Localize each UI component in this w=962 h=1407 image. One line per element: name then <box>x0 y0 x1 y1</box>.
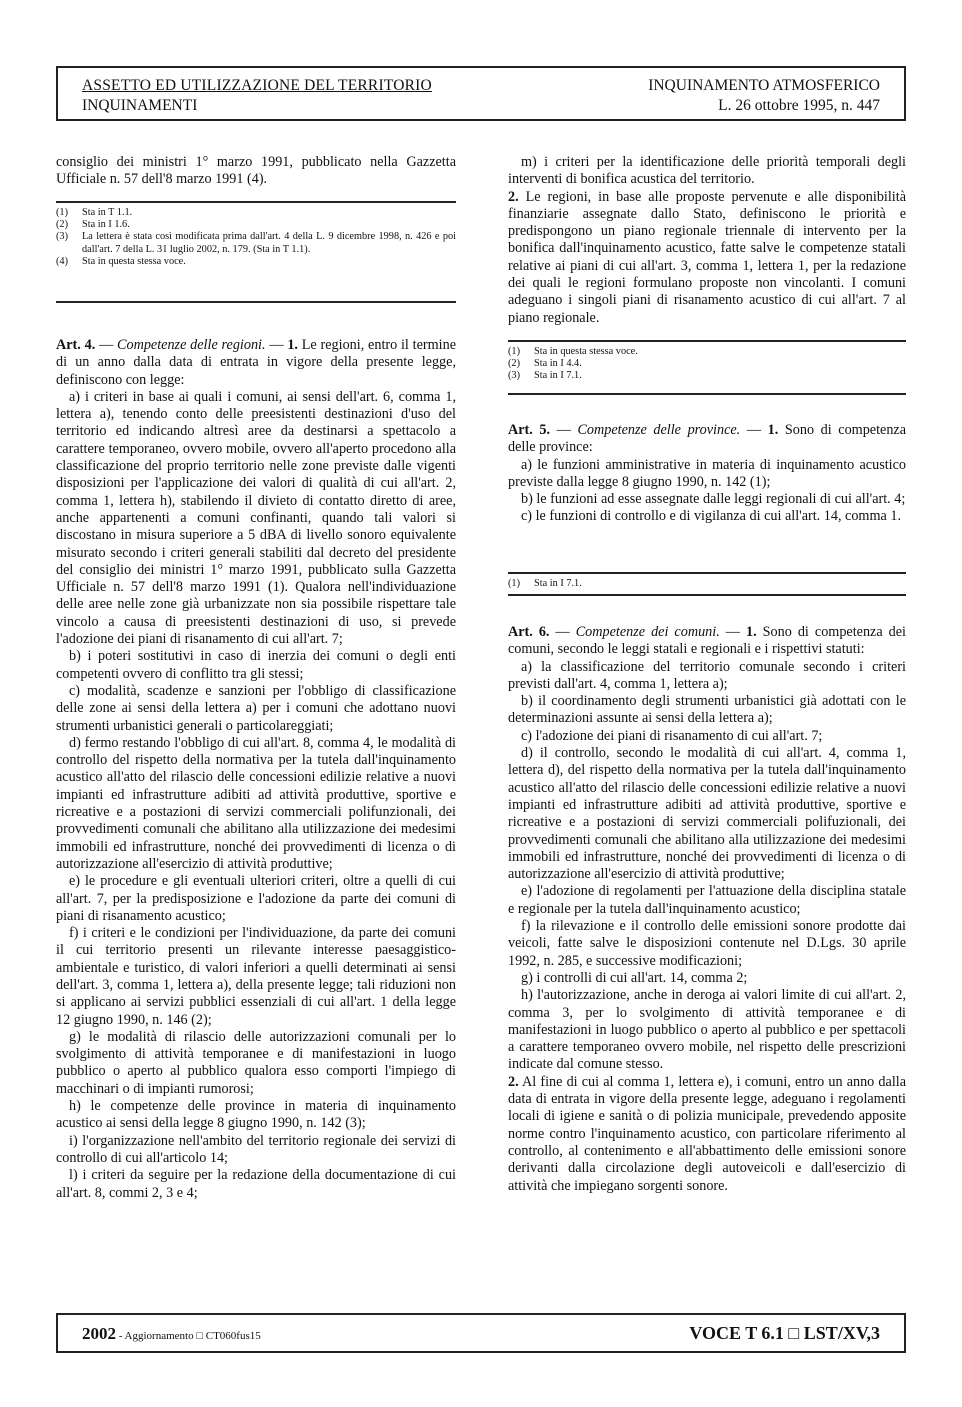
list-item: b) le funzioni ad esse assegnate dalle leggi regionali di cui all'art. 4; <box>521 491 906 508</box>
list-item: a) i criteri in base ai quali i comuni, ai sensi dell'art. 6, comma 1, lettera a), tenendo conto delle preesistenti destinazioni d'uso del territorio ed indicando altresì aree da destinarsi a spettacolo a carattere temporaneo, ovvero mobile, ovvero all'aperto procedono alla classificazione del proprio territorio nelle zone previste dalle vigenti disposizioni per l'applicazione dei valori di qualità di cui all'art. 2, comma 1, lettera h), stabilendo il divieto di contatto diretto di aree, anche appartenenti a comuni confinanti, quando tali valori si discostano in misura superiore a 5 dBA di livello sonoro equivalente misurato secondo i criteri generali stabiliti dal decreto del presidente del consiglio dei ministri 1° marzo 1991, pubblicato sulla Gazzetta Ufficiale n. 57 dell'8 marzo 1991 (1). Qualora nell'individuazione delle aree nelle zone già urbanizzate non sia possibile rispettare tale vincolo a causa di preesistenti destinazioni di uso, si prevede l'adozione dei piani di risanamento di cui all'art. 7; <box>56 388 456 648</box>
list-item: c) le funzioni di controllo e di vigilanza di cui all'art. 14, comma 1. <box>521 508 901 525</box>
article-title: Competenze delle province. <box>577 422 741 438</box>
divider <box>508 340 906 342</box>
paragraph <box>508 189 906 327</box>
footnote-text: Sta in I 4.4. <box>534 358 582 370</box>
separator: — <box>549 624 576 640</box>
comma-number: 2. <box>508 1073 519 1090</box>
list-item: f) i criteri e le condizioni per l'individuazione, da parte dei comuni il cui territorio presenti un rilevante interesse paesaggistico-ambientale e turistico, di valori inferiori a quelli determinati ai sensi dell'art. 3, comma 1, lettera a), della presente legge; tali riduzioni non si applicano ai servizi pubblici essenziali di cui all'art. 1 della legge 12 giugno 1990, n. 146 (2); <box>56 925 456 1028</box>
footer-year: 2002 <box>82 1324 116 1343</box>
left-intro <box>56 154 456 189</box>
list-item: g) le modalità di rilascio delle autorizzazioni comunali per lo svolgimento di attività temporanee e di manifestazioni in luogo pubblico o aperto al pubblico qualora esso comporti l'impiego di macchinari o di impianti rumorosi; <box>56 1028 456 1097</box>
list-item: a) le funzioni amministrative in materia di inquinamento acustico previste dalla legge 8 giugno 1990, n. 142 (1); <box>508 456 906 490</box>
header-section-title: ASSETTO ED UTILIZZAZIONE DEL TERRITORIO <box>82 77 432 94</box>
paragraph: consiglio dei ministri 1° marzo 1991, pubblicato nella Gazzetta Ufficiale n. 57 dell'8 marzo 1991 (4). <box>56 154 456 188</box>
footnote-number: (1) <box>508 346 521 357</box>
article-6 <box>508 624 906 1195</box>
footnotes-right-2 <box>508 578 906 590</box>
article-4 <box>56 337 456 1202</box>
separator: — <box>265 337 288 353</box>
footnote-text: Sta in T 1.1. <box>82 207 133 218</box>
list-item: c) l'adozione dei piani di risanamento di cui all'art. 7; <box>521 727 823 744</box>
list-item: h) l'autorizzazione, anche in deroga ai valori limite di cui all'art. 2, comma 3, per lo svolgimento di attività temporanee e di manifestazioni in luogo pubblico o aperto al pubblico e per spettacoli a carattere temporaneo ovvero mobile, nel rispetto delle prescrizioni indicate dal comune stesso. <box>508 987 906 1073</box>
list-item: d) il controllo, secondo le modalità di cui all'art. 4, comma 1, lettera d), del rispetto della normativa per la tutela dall'inquinamento acustico all'atto del rilascio delle concessioni edilizie relative a nuovi impianti ed infrastrutture adibiti ad attività produttive, sportive e ricreative e a postazioni di servizi commerciali polifuzionali, dei provvedimenti comunali che abilitano alla utilizzazione dei medesimi immobili ed infrastrutture, nonché dei provvedimenti di licenza o di autorizzazione all'esercizio di attività produttive; <box>508 745 906 883</box>
footer-left <box>82 1324 261 1344</box>
article-title: Competenze delle regioni. <box>117 337 266 353</box>
list-item: b) i poteri sostitutivi in caso di inerzia dei comuni o degli enti competenti ovvero di conflitto tra gli stessi; <box>56 648 456 682</box>
footnote-number: (3) <box>56 231 69 243</box>
page-footer <box>56 1313 906 1353</box>
footnote-text: Sta in I 7.1. <box>534 370 582 382</box>
footer-voice-reference: VOCE T 6.1 □ LST/XV,3 <box>689 1323 880 1343</box>
paragraph-text: Al fine di cui al comma 1, lettera e), i comuni, entro un anno dalla data di entrata in vigore della presente legge, adeguano i regolamenti locali di igiene e sanità o di polizia municipale, prevedendo apposite norme contro l'inquinamento acustico, con particolare riferimento al controllo, al contenimento e all'abbattimento delle emissioni sonore derivanti dalla circolazione degli autoveicoli e dall'esercizio di attività che impiegano sorgenti sonore. <box>508 1073 906 1194</box>
separator: — <box>719 624 746 640</box>
article-heading <box>508 624 906 659</box>
header-topic: INQUINAMENTO ATMOSFERICO <box>648 77 880 94</box>
article-number: Art. 6. <box>508 624 550 640</box>
list-item: g) i controlli di cui all'art. 14, comma 2; <box>521 969 748 986</box>
footnotes-right-1 <box>508 346 906 383</box>
list-item: f) la rilevazione e il controllo delle emissioni sonore prodotte dai veicoli, fatte salve le disposizioni contenute nel D.Lgs. 30 aprile 1992, n. 285, e successive modificazioni; <box>508 918 906 969</box>
list-item: i) l'organizzazione nell'ambito del territorio regionale dei servizi di controllo di cui all'articolo 14; <box>56 1132 456 1166</box>
article-number: Art. 5. <box>508 422 551 438</box>
page-header <box>56 66 906 121</box>
list-item: l) i criteri da seguire per la redazione della documentazione di cui all'art. 8, commi 2, 3 e 4; <box>56 1167 456 1201</box>
footnote-text: La lettera è stata così modificata prima dall'art. 4 della L. 9 dicembre 1998, n. 426 e poi dall'art. 7 della L. 31 luglio 2002, n. 179. (Sta in T 1.1). <box>82 231 456 255</box>
footnote-text: Sta in questa stessa voce. <box>534 346 638 357</box>
divider <box>56 301 456 303</box>
paragraph: Sono di competenza delle province: <box>508 422 907 456</box>
separator: — <box>95 337 118 353</box>
paragraph: Sono di competenza dei comuni, secondo le leggi statali e regionali e i rispettivi statuti: <box>508 624 906 658</box>
list-item: b) il coordinamento degli strumenti urbanistici già adottati con le determinazioni assunte ai sensi della lettera a); <box>508 693 906 727</box>
divider <box>56 201 456 203</box>
footnote <box>56 219 456 231</box>
footnotes-left <box>56 207 456 268</box>
footnote-number: (2) <box>508 358 521 370</box>
footnote-text: Sta in questa stessa voce. <box>82 255 186 267</box>
separator: — <box>550 422 578 438</box>
footnote <box>508 346 906 358</box>
list-item: h) le competenze delle province in materia di inquinamento acustico ai sensi della legge 8 giugno 1990, n. 142 (3); <box>56 1098 456 1132</box>
comma-number: 1. <box>767 422 779 438</box>
paragraph-text: Le regioni, in base alle proposte pervenute e alle disponibilità finanziarie assegnate dallo Stato, definiscono le priorità e predispongono un piano regionale triennale di intervento per la bonifica dall'inquinamento acustico, fatte salve le competenze statali relative ai piani di cui all'art. 3, comma 1, lettera 1, per la redazione dei quali le regioni formulano proposte non vincolanti. I comuni adeguano i singoli piani di risanamento acustico di cui all'art. 7 al piano regionale. <box>508 188 906 326</box>
footnote-number: (1) <box>56 207 69 218</box>
article-5 <box>508 422 906 526</box>
separator: — <box>740 422 768 438</box>
footnote-number: (2) <box>56 219 69 231</box>
list-item: m) i criteri per la identificazione delle priorità temporali degli interventi di bonifica acustica del territorio. <box>508 154 906 188</box>
footnote <box>56 207 456 219</box>
list-item: a) la classificazione del territorio comunale secondo i criteri previsti dall'art. 4, comma 1, lettera a); <box>508 658 906 692</box>
comma-number: 1. <box>287 337 298 353</box>
right-intro <box>508 154 906 327</box>
footnote-number: (3) <box>508 370 521 382</box>
footnote-number: (1) <box>508 578 521 589</box>
article-heading <box>56 337 456 389</box>
divider <box>508 572 906 574</box>
footnote <box>56 256 456 268</box>
paragraph: Le regioni, entro il termine di un anno dalla data di entrata in vigore della presente legge, definiscono con legge: <box>56 337 457 388</box>
footnote <box>56 231 456 255</box>
comma-number: 2. <box>508 188 519 205</box>
divider <box>508 393 906 395</box>
paragraph <box>508 1074 906 1195</box>
comma-number: 1. <box>745 624 757 640</box>
article-heading <box>508 422 906 457</box>
list-item: d) fermo restando l'obbligo di cui all'art. 8, comma 4, le modalità di controllo del rispetto della normativa per la tutela dall'inquinamento acustico all'atto del rilascio delle concessioni edilizie relative a nuovi impianti ed infrastrutture adibiti ad attività produttive, sportive e ricreative e a postazioni di servizi commerciali polifunzionali, dei provvedimenti comunali che abilitano alla utilizzazione dei medesimi immobili ed infrastrutture, nonché dei provvedimenti di licenza o di autorizzazione all'esercizio di attività produttive; <box>56 734 456 872</box>
header-subsection: INQUINAMENTI <box>82 97 198 114</box>
footnote-number: (4) <box>56 255 69 267</box>
list-item: e) l'adozione di regolamenti per l'attuazione della disciplina statale e regionale per la tutela dall'inquinamento acustico; <box>508 883 906 917</box>
article-number: Art. 4. <box>56 337 96 353</box>
footnote-text: Sta in I 7.1. <box>534 578 582 589</box>
list-item: c) modalità, scadenze e sanzioni per l'obbligo di classificazione delle zone ai sensi della lettera a) per i comuni che adottano nuovi strumenti urbanistici generali o particolareggiati; <box>56 682 456 734</box>
footnote <box>508 358 906 370</box>
divider <box>508 594 906 596</box>
list-item: e) le procedure e gli eventuali ulteriori criteri, oltre a quelli di cui all'art. 7, per la predisposizione e l'adozione da parte dei comuni di piani di risanamento acustico; <box>56 873 456 924</box>
footnote <box>508 578 906 590</box>
footer-update-code: - Aggiornamento □ CT060fus15 <box>116 1330 261 1342</box>
article-title: Competenze dei comuni. <box>575 624 720 640</box>
footnote-text: Sta in I 1.6. <box>82 219 130 231</box>
header-law-reference: L. 26 ottobre 1995, n. 447 <box>718 97 880 114</box>
footnote <box>508 370 906 382</box>
